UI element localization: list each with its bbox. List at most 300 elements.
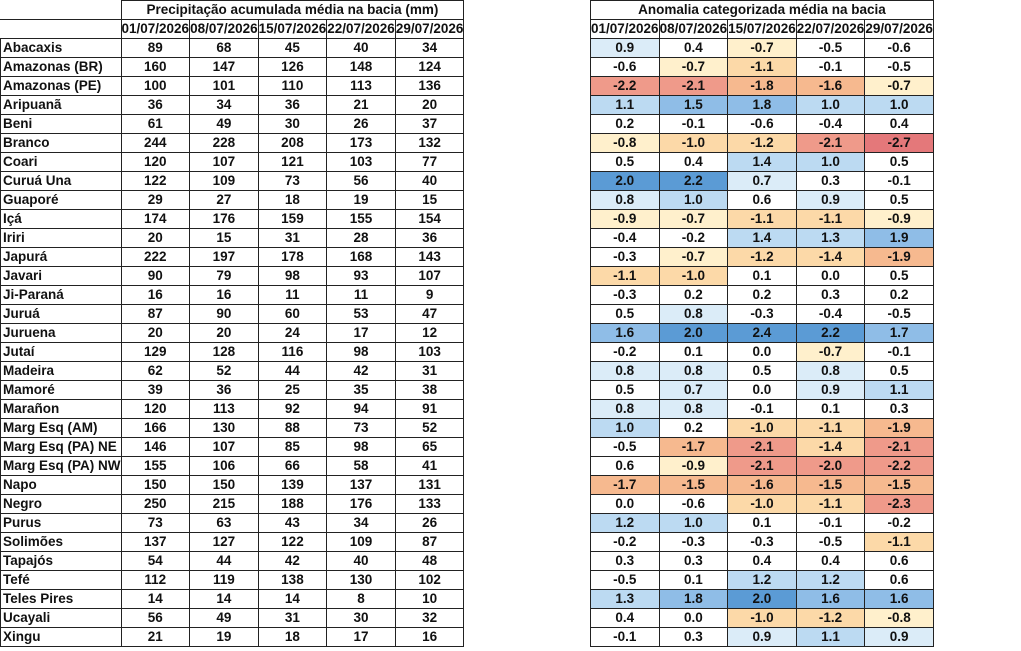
precipitation-value: 77 xyxy=(395,153,464,172)
precipitation-value: 131 xyxy=(395,476,464,495)
precipitation-value: 44 xyxy=(258,362,327,381)
anomaly-row xyxy=(591,495,934,514)
precipitation-value: 109 xyxy=(327,533,396,552)
precipitation-row xyxy=(1,58,464,77)
precipitation-value: 30 xyxy=(258,115,327,134)
precipitation-value: 93 xyxy=(327,267,396,286)
anomaly-value: -0.8 xyxy=(865,609,934,628)
precipitation-value: 28 xyxy=(327,229,396,248)
anomaly-value: 1.0 xyxy=(659,191,728,210)
anomaly-value: 1.0 xyxy=(591,419,660,438)
anomaly-value: -2.1 xyxy=(796,134,865,153)
precipitation-value: 63 xyxy=(190,514,259,533)
anomaly-value: -1.1 xyxy=(796,210,865,229)
anomaly-value: 0.2 xyxy=(659,286,728,305)
precipitation-value: 90 xyxy=(190,305,259,324)
anomaly-value: -1.0 xyxy=(659,134,728,153)
anomaly-value: -2.7 xyxy=(865,134,934,153)
anomaly-value: 0.1 xyxy=(659,571,728,590)
precipitation-value: 87 xyxy=(395,533,464,552)
anomaly-value: 1.0 xyxy=(865,96,934,115)
precipitation-value: 73 xyxy=(258,172,327,191)
anomaly-value: -0.7 xyxy=(659,248,728,267)
anomaly-value: -1.4 xyxy=(796,438,865,457)
anomaly-value: 0.1 xyxy=(659,343,728,362)
precipitation-table-title: Precipitação acumulada média na bacia (mm) xyxy=(121,1,464,20)
anomaly-row xyxy=(591,533,934,552)
anomaly-value: 0.8 xyxy=(591,400,660,419)
anomaly-value: 0.2 xyxy=(865,286,934,305)
anomaly-value: -0.5 xyxy=(865,305,934,324)
precipitation-value: 173 xyxy=(327,134,396,153)
precipitation-value: 160 xyxy=(121,58,190,77)
precipitation-value: 103 xyxy=(395,343,464,362)
anomaly-row xyxy=(591,381,934,400)
precipitation-value: 34 xyxy=(190,96,259,115)
precipitation-value: 31 xyxy=(395,362,464,381)
precipitation-value: 14 xyxy=(121,590,190,609)
precipitation-value: 16 xyxy=(121,286,190,305)
anomaly-value: -1.9 xyxy=(865,419,934,438)
anomaly-value: -1.6 xyxy=(796,77,865,96)
basin-name: Aripuanã xyxy=(1,96,122,115)
precipitation-row xyxy=(1,533,464,552)
precipitation-value: 120 xyxy=(121,400,190,419)
anomaly-value: 0.4 xyxy=(796,552,865,571)
precipitation-row xyxy=(1,419,464,438)
precipitation-value: 11 xyxy=(327,286,396,305)
anomaly-value: 0.6 xyxy=(728,191,797,210)
precipitation-row xyxy=(1,324,464,343)
precipitation-row xyxy=(1,229,464,248)
basin-name: Iriri xyxy=(1,229,122,248)
precipitation-value: 137 xyxy=(121,533,190,552)
anomaly-row xyxy=(591,628,934,647)
anomaly-value: -1.4 xyxy=(796,248,865,267)
anomaly-value: 0.2 xyxy=(728,286,797,305)
anomaly-row xyxy=(591,590,934,609)
anomaly-value: 1.6 xyxy=(591,324,660,343)
anomaly-value: -0.7 xyxy=(796,343,865,362)
precipitation-value: 150 xyxy=(121,476,190,495)
anomaly-value: -2.2 xyxy=(591,77,660,96)
basin-name: Purus xyxy=(1,514,122,533)
anomaly-value: 0.5 xyxy=(865,191,934,210)
precipitation-value: 136 xyxy=(395,77,464,96)
basin-name: Napo xyxy=(1,476,122,495)
anomaly-row xyxy=(591,58,934,77)
precipitation-value: 155 xyxy=(327,210,396,229)
anomaly-value: -1.1 xyxy=(865,533,934,552)
anomaly-value: 0.4 xyxy=(659,153,728,172)
anomaly-value: -0.5 xyxy=(796,533,865,552)
precipitation-value: 26 xyxy=(327,115,396,134)
anomaly-value: -0.9 xyxy=(659,457,728,476)
anomaly-value: -2.1 xyxy=(659,77,728,96)
precipitation-value: 53 xyxy=(327,305,396,324)
anomaly-value: 0.9 xyxy=(728,628,797,647)
anomaly-value: -0.5 xyxy=(591,571,660,590)
anomaly-value: -1.2 xyxy=(728,248,797,267)
precipitation-value: 39 xyxy=(121,381,190,400)
precipitation-date-header: 15/07/2026 xyxy=(258,20,327,39)
precipitation-value: 25 xyxy=(258,381,327,400)
anomaly-table xyxy=(590,0,934,647)
anomaly-value: -0.7 xyxy=(659,210,728,229)
anomaly-value: 0.8 xyxy=(591,362,660,381)
precipitation-value: 58 xyxy=(327,457,396,476)
anomaly-value: 0.1 xyxy=(796,400,865,419)
basin-name: Japurá xyxy=(1,248,122,267)
anomaly-value: 1.9 xyxy=(865,229,934,248)
anomaly-value: 1.6 xyxy=(865,590,934,609)
anomaly-value: -0.6 xyxy=(591,58,660,77)
precipitation-value: 40 xyxy=(327,552,396,571)
precipitation-value: 159 xyxy=(258,210,327,229)
anomaly-value: -0.3 xyxy=(659,533,728,552)
precipitation-value: 107 xyxy=(190,438,259,457)
precipitation-value: 130 xyxy=(190,419,259,438)
anomaly-value: -0.6 xyxy=(659,495,728,514)
anomaly-value: -0.4 xyxy=(796,305,865,324)
precipitation-value: 31 xyxy=(258,229,327,248)
precipitation-value: 27 xyxy=(190,191,259,210)
precipitation-value: 112 xyxy=(121,571,190,590)
anomaly-value: 2.0 xyxy=(728,590,797,609)
precipitation-value: 21 xyxy=(327,96,396,115)
precipitation-value: 100 xyxy=(121,77,190,96)
precipitation-value: 29 xyxy=(121,191,190,210)
anomaly-row xyxy=(591,77,934,96)
anomaly-row xyxy=(591,191,934,210)
precipitation-value: 18 xyxy=(258,191,327,210)
precipitation-value: 49 xyxy=(190,609,259,628)
precipitation-value: 48 xyxy=(395,552,464,571)
anomaly-date-header: 22/07/2026 xyxy=(796,20,865,39)
anomaly-value: 1.1 xyxy=(865,381,934,400)
anomaly-value: 0.7 xyxy=(659,381,728,400)
anomaly-value: 2.0 xyxy=(591,172,660,191)
precipitation-row xyxy=(1,39,464,58)
anomaly-row xyxy=(591,248,934,267)
precipitation-table xyxy=(0,0,464,647)
anomaly-value: -0.1 xyxy=(728,400,797,419)
basin-name: Madeira xyxy=(1,362,122,381)
precipitation-row xyxy=(1,609,464,628)
anomaly-value: -1.6 xyxy=(728,476,797,495)
anomaly-value: -1.0 xyxy=(728,609,797,628)
anomaly-value: 1.0 xyxy=(659,514,728,533)
precipitation-value: 188 xyxy=(258,495,327,514)
anomaly-row xyxy=(591,400,934,419)
precipitation-value: 36 xyxy=(395,229,464,248)
anomaly-value: 0.0 xyxy=(796,267,865,286)
anomaly-value: 1.2 xyxy=(728,571,797,590)
precipitation-value: 107 xyxy=(395,267,464,286)
precipitation-value: 215 xyxy=(190,495,259,514)
anomaly-row xyxy=(591,476,934,495)
anomaly-value: -1.8 xyxy=(728,77,797,96)
anomaly-value: -0.9 xyxy=(591,210,660,229)
precipitation-value: 19 xyxy=(327,191,396,210)
anomaly-row xyxy=(591,172,934,191)
precipitation-value: 178 xyxy=(258,248,327,267)
anomaly-value: 1.0 xyxy=(796,153,865,172)
precipitation-value: 90 xyxy=(121,267,190,286)
precipitation-value: 43 xyxy=(258,514,327,533)
precipitation-value: 20 xyxy=(121,324,190,343)
precipitation-value: 73 xyxy=(327,419,396,438)
anomaly-value: 0.5 xyxy=(865,153,934,172)
precipitation-value: 15 xyxy=(190,229,259,248)
precipitation-row xyxy=(1,77,464,96)
precipitation-value: 9 xyxy=(395,286,464,305)
anomaly-row xyxy=(591,324,934,343)
precipitation-value: 133 xyxy=(395,495,464,514)
precipitation-value: 41 xyxy=(395,457,464,476)
basin-name: Negro xyxy=(1,495,122,514)
precipitation-row xyxy=(1,96,464,115)
precipitation-row xyxy=(1,153,464,172)
anomaly-value: 0.3 xyxy=(591,552,660,571)
basin-column-header-2 xyxy=(1,20,122,39)
anomaly-value: 0.4 xyxy=(865,115,934,134)
precipitation-value: 56 xyxy=(327,172,396,191)
precipitation-date-header-row xyxy=(1,20,464,39)
anomaly-value: 0.0 xyxy=(591,495,660,514)
anomaly-value: 1.2 xyxy=(796,571,865,590)
basin-name: Tefé xyxy=(1,571,122,590)
anomaly-value: 1.0 xyxy=(796,96,865,115)
precipitation-value: 40 xyxy=(395,172,464,191)
anomaly-row xyxy=(591,419,934,438)
anomaly-value: 1.4 xyxy=(728,229,797,248)
precipitation-value: 208 xyxy=(258,134,327,153)
anomaly-value: -0.2 xyxy=(865,514,934,533)
precipitation-value: 15 xyxy=(395,191,464,210)
precipitation-value: 103 xyxy=(327,153,396,172)
precipitation-value: 168 xyxy=(327,248,396,267)
precipitation-value: 92 xyxy=(258,400,327,419)
anomaly-value: 0.4 xyxy=(659,39,728,58)
precipitation-value: 36 xyxy=(121,96,190,115)
anomaly-value: 0.2 xyxy=(659,419,728,438)
precipitation-value: 122 xyxy=(121,172,190,191)
anomaly-value: 2.4 xyxy=(728,324,797,343)
precipitation-value: 88 xyxy=(258,419,327,438)
anomaly-value: -1.5 xyxy=(659,476,728,495)
precipitation-value: 79 xyxy=(190,267,259,286)
basin-name: Branco xyxy=(1,134,122,153)
precipitation-value: 137 xyxy=(327,476,396,495)
anomaly-value: -1.0 xyxy=(659,267,728,286)
precipitation-value: 52 xyxy=(395,419,464,438)
anomaly-row xyxy=(591,438,934,457)
anomaly-value: 0.0 xyxy=(728,343,797,362)
anomaly-value: -0.1 xyxy=(865,172,934,191)
anomaly-value: -1.1 xyxy=(728,58,797,77)
precipitation-value: 166 xyxy=(121,419,190,438)
precipitation-value: 16 xyxy=(190,286,259,305)
precipitation-row xyxy=(1,476,464,495)
anomaly-value: 2.2 xyxy=(796,324,865,343)
precipitation-value: 38 xyxy=(395,381,464,400)
anomaly-value: 0.9 xyxy=(591,39,660,58)
precipitation-value: 127 xyxy=(190,533,259,552)
anomaly-value: -0.3 xyxy=(591,286,660,305)
precipitation-value: 113 xyxy=(327,77,396,96)
precipitation-row xyxy=(1,571,464,590)
precipitation-value: 94 xyxy=(327,400,396,419)
precipitation-row xyxy=(1,381,464,400)
precipitation-value: 14 xyxy=(258,590,327,609)
anomaly-row xyxy=(591,229,934,248)
precipitation-value: 244 xyxy=(121,134,190,153)
anomaly-value: 0.8 xyxy=(796,362,865,381)
anomaly-value: 1.8 xyxy=(659,590,728,609)
precipitation-row xyxy=(1,495,464,514)
precipitation-value: 102 xyxy=(395,571,464,590)
precipitation-value: 120 xyxy=(121,153,190,172)
precipitation-value: 154 xyxy=(395,210,464,229)
precipitation-value: 66 xyxy=(258,457,327,476)
precipitation-value: 21 xyxy=(121,628,190,647)
precipitation-value: 24 xyxy=(258,324,327,343)
precipitation-value: 73 xyxy=(121,514,190,533)
anomaly-row xyxy=(591,609,934,628)
precipitation-row xyxy=(1,438,464,457)
anomaly-value: -0.1 xyxy=(796,58,865,77)
anomaly-value: -0.4 xyxy=(591,229,660,248)
precipitation-value: 54 xyxy=(121,552,190,571)
precipitation-value: 101 xyxy=(190,77,259,96)
anomaly-value: 0.9 xyxy=(796,381,865,400)
anomaly-value: 0.6 xyxy=(591,457,660,476)
precipitation-value: 35 xyxy=(327,381,396,400)
anomaly-value: 1.1 xyxy=(796,628,865,647)
precipitation-value: 110 xyxy=(258,77,327,96)
basin-name: Curuá Una xyxy=(1,172,122,191)
anomaly-value: -0.7 xyxy=(865,77,934,96)
anomaly-value: -1.1 xyxy=(591,267,660,286)
precipitation-value: 34 xyxy=(395,39,464,58)
precipitation-value: 122 xyxy=(258,533,327,552)
anomaly-value: 0.5 xyxy=(728,362,797,381)
precipitation-value: 222 xyxy=(121,248,190,267)
anomaly-value: -1.1 xyxy=(796,495,865,514)
basin-name: Ucayali xyxy=(1,609,122,628)
precipitation-value: 116 xyxy=(258,343,327,362)
precipitation-row xyxy=(1,248,464,267)
anomaly-value: -0.3 xyxy=(591,248,660,267)
precipitation-row xyxy=(1,552,464,571)
basin-name: Teles Pires xyxy=(1,590,122,609)
precipitation-value: 124 xyxy=(395,58,464,77)
precipitation-value: 174 xyxy=(121,210,190,229)
precipitation-value: 250 xyxy=(121,495,190,514)
precipitation-value: 12 xyxy=(395,324,464,343)
anomaly-row xyxy=(591,153,934,172)
anomaly-value: -0.3 xyxy=(728,533,797,552)
anomaly-value: -1.1 xyxy=(728,210,797,229)
basin-name: Marg Esq (PA) NE xyxy=(1,438,122,457)
precipitation-value: 129 xyxy=(121,343,190,362)
anomaly-value: 0.3 xyxy=(796,172,865,191)
precipitation-value: 45 xyxy=(258,39,327,58)
anomaly-row xyxy=(591,134,934,153)
precipitation-value: 197 xyxy=(190,248,259,267)
anomaly-value: 0.8 xyxy=(591,191,660,210)
precipitation-row xyxy=(1,115,464,134)
anomaly-value: -0.6 xyxy=(728,115,797,134)
precipitation-value: 85 xyxy=(258,438,327,457)
basin-name: Mamoré xyxy=(1,381,122,400)
precipitation-value: 89 xyxy=(121,39,190,58)
precipitation-value: 14 xyxy=(190,590,259,609)
precipitation-row xyxy=(1,514,464,533)
anomaly-row xyxy=(591,39,934,58)
precipitation-value: 36 xyxy=(190,381,259,400)
anomaly-value: 0.8 xyxy=(659,305,728,324)
precipitation-value: 60 xyxy=(258,305,327,324)
basin-name: Guaporé xyxy=(1,191,122,210)
precipitation-value: 150 xyxy=(190,476,259,495)
anomaly-row xyxy=(591,571,934,590)
precipitation-value: 56 xyxy=(121,609,190,628)
anomaly-value: -0.9 xyxy=(865,210,934,229)
anomaly-value: 0.5 xyxy=(865,362,934,381)
anomaly-value: 0.3 xyxy=(659,552,728,571)
anomaly-value: -0.2 xyxy=(591,533,660,552)
precipitation-row xyxy=(1,267,464,286)
basin-name: Juruá xyxy=(1,305,122,324)
anomaly-value: -0.3 xyxy=(728,305,797,324)
precipitation-value: 143 xyxy=(395,248,464,267)
anomaly-date-header-row xyxy=(591,20,934,39)
precipitation-value: 126 xyxy=(258,58,327,77)
precipitation-value: 98 xyxy=(258,267,327,286)
anomaly-value: -2.1 xyxy=(728,457,797,476)
anomaly-row xyxy=(591,286,934,305)
precipitation-value: 62 xyxy=(121,362,190,381)
anomaly-value: 0.4 xyxy=(728,552,797,571)
basin-name: Javari xyxy=(1,267,122,286)
precipitation-value: 10 xyxy=(395,590,464,609)
anomaly-value: 0.9 xyxy=(796,191,865,210)
anomaly-value: 0.0 xyxy=(659,609,728,628)
basin-name: Abacaxis xyxy=(1,39,122,58)
anomaly-row xyxy=(591,210,934,229)
precipitation-row xyxy=(1,172,464,191)
precipitation-value: 139 xyxy=(258,476,327,495)
anomaly-value: 1.6 xyxy=(796,590,865,609)
anomaly-value: 0.5 xyxy=(865,267,934,286)
precipitation-value: 20 xyxy=(190,324,259,343)
precipitation-value: 138 xyxy=(258,571,327,590)
precipitation-value: 47 xyxy=(395,305,464,324)
anomaly-row xyxy=(591,457,934,476)
anomaly-row xyxy=(591,115,934,134)
anomaly-value: 1.1 xyxy=(591,96,660,115)
anomaly-value: -0.5 xyxy=(591,438,660,457)
anomaly-value: -1.5 xyxy=(865,476,934,495)
precipitation-value: 37 xyxy=(395,115,464,134)
anomaly-value: 1.2 xyxy=(591,514,660,533)
precipitation-row xyxy=(1,362,464,381)
precipitation-value: 65 xyxy=(395,438,464,457)
anomaly-value: 0.3 xyxy=(796,286,865,305)
basin-name: Solimões xyxy=(1,533,122,552)
